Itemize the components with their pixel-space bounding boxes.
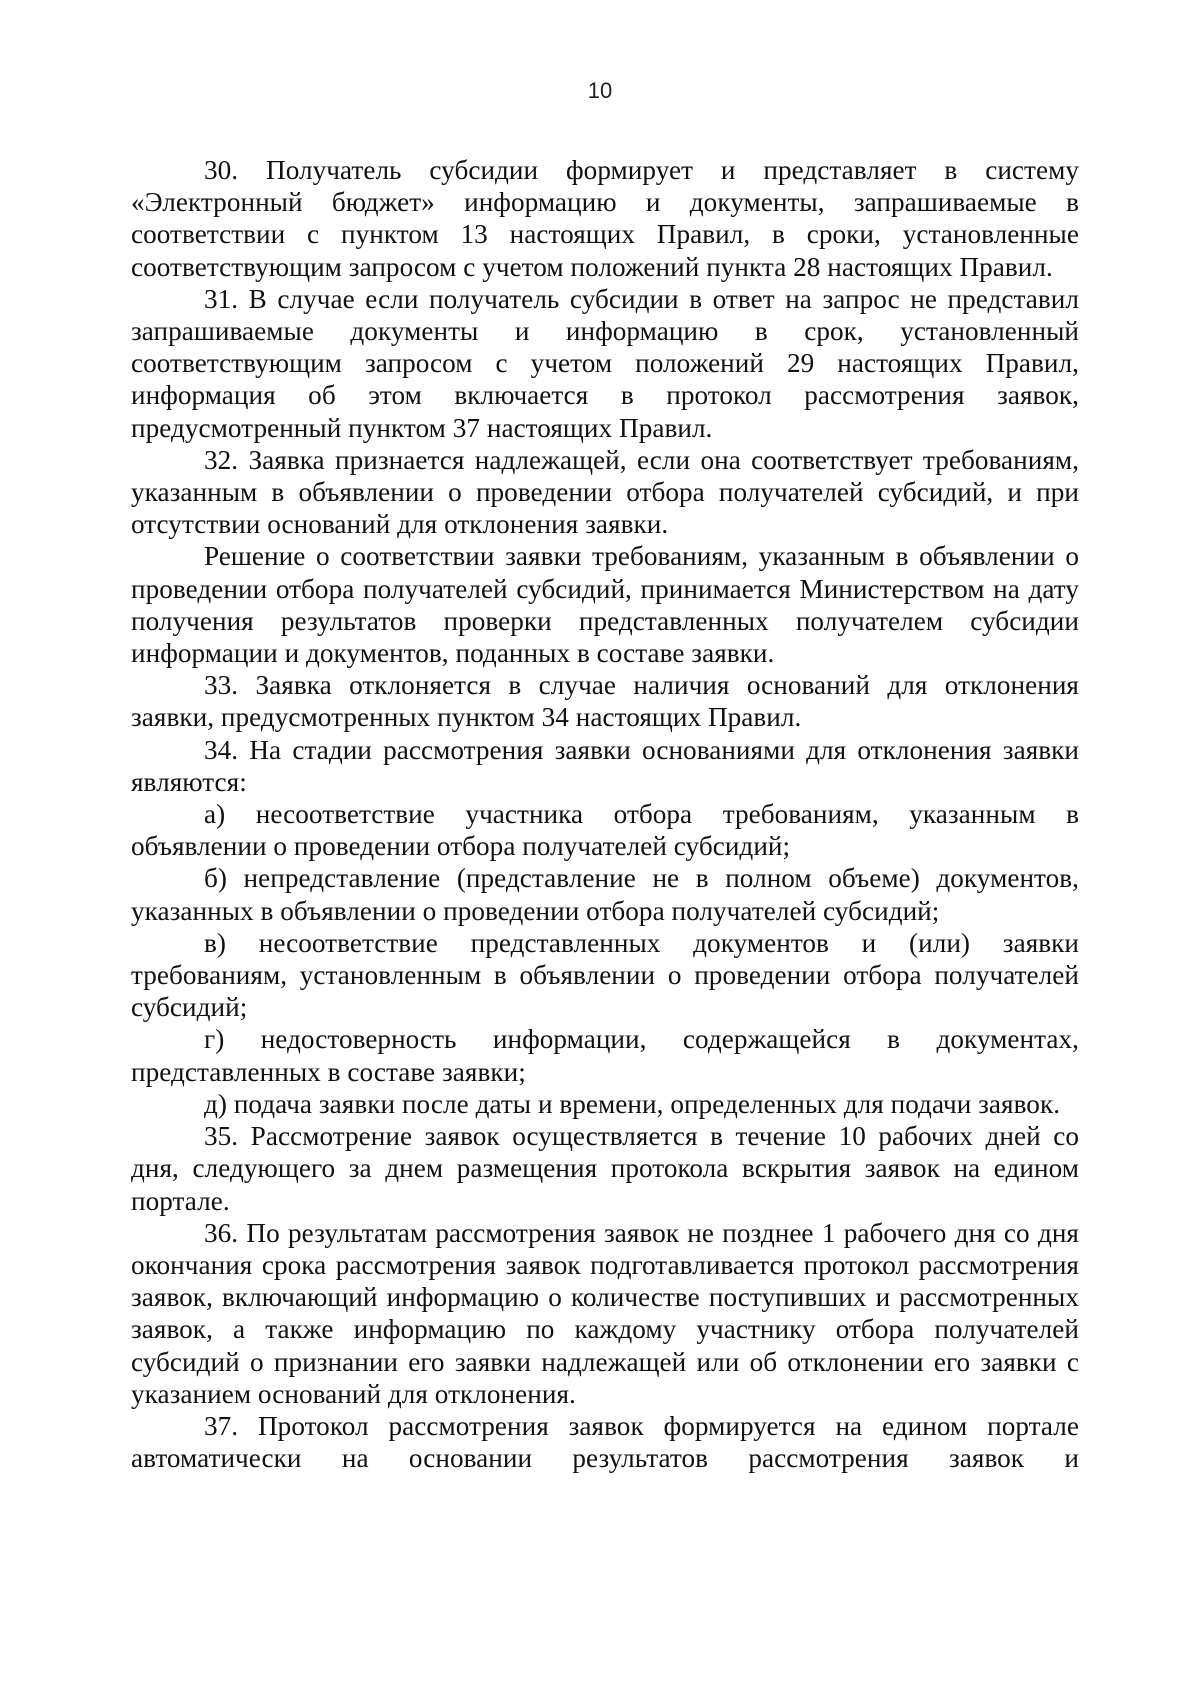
paragraph-32-decision: Решение о соответствии заявки требованиям, указанным в объявлении о проведении отбора получателей субсидий, принимается Министерством на дату получения результатов проверки представленных получателем субсидии информации и документов, поданных в составе заявки.: [131, 541, 1079, 669]
paragraph-36: 36. По результатам рассмотрения заявок не позднее 1 рабочего дня со дня окончания срока рассмотрения заявок подготавливается протокол рассмотрения заявок, включающий информацию о количестве поступивших и рассмотренных заявок, а также информацию по каждому участнику отбора получателей субсидий о признании его заявки надлежащей или об отклонении его заявки с указанием оснований для отклонения.: [131, 1217, 1079, 1409]
paragraph-35: 35. Рассмотрение заявок осуществляется в течение 10 рабочих дней со дня, следующего за днем размещения протокола вскрытия заявок на едином портале.: [131, 1121, 1079, 1216]
paragraph-37: 37. Протокол рассмотрения заявок формируется на едином портале автоматически на основании результатов рассмотрения заявок и: [131, 1410, 1079, 1474]
paragraph-32: 32. Заявка признается надлежащей, если она соответствует требованиям, указанным в объявлении о проведении отбора получателей субсидий, и при отсутствии оснований для отклонения заявки.: [131, 444, 1079, 540]
paragraph-34: 34. На стадии рассмотрения заявки основаниями для отклонения заявки являются:: [131, 734, 1079, 797]
paragraph-34-item-v: в) несоответствие представленных документов и (или) заявки требованиям, установленным в объявлении о проведении отбора получателей субсидий;: [131, 927, 1079, 1023]
paragraph-30: 30. Получатель субсидии формирует и представляет в систему «Электронный бюджет» информацию и документы, запрашиваемые в соответствии с пунктом 13 настоящих Правил, в сроки, установленные соответствующим запросом с учетом положений пункта 28 настоящих Правил.: [131, 155, 1079, 282]
paragraph-34-item-g: г) недостоверность информации, содержащейся в документах, представленных в составе заявки;: [131, 1024, 1079, 1087]
paragraph-31: 31. В случае если получатель субсидии в ответ на запрос не представил запрашиваемые документы и информацию в срок, установленный соответствующим запросом с учетом положений 29 настоящих Правил, информация об этом включается в протокол рассмотрения заявок, предусмотренный пунктом 37 настоящих Правил.: [131, 283, 1079, 443]
page-number: 10: [587, 78, 613, 103]
paragraph-33: 33. Заявка отклоняется в случае наличия оснований для отклонения заявки, предусмотренных пунктом 34 настоящих Правил.: [131, 670, 1079, 733]
paragraph-34-item-a: а) несоответствие участника отбора требованиям, указанным в объявлении о проведении отбора получателей субсидий;: [131, 799, 1079, 862]
document-body: [131, 154, 1079, 1474]
paragraph-34-item-b: б) непредставление (представление не в полном объеме) документов, указанных в объявлении о проведении отбора получателей субсидий;: [131, 863, 1079, 926]
paragraph-34-item-d: д) подача заявки после даты и времени, определенных для подачи заявок.: [204, 1088, 1061, 1119]
